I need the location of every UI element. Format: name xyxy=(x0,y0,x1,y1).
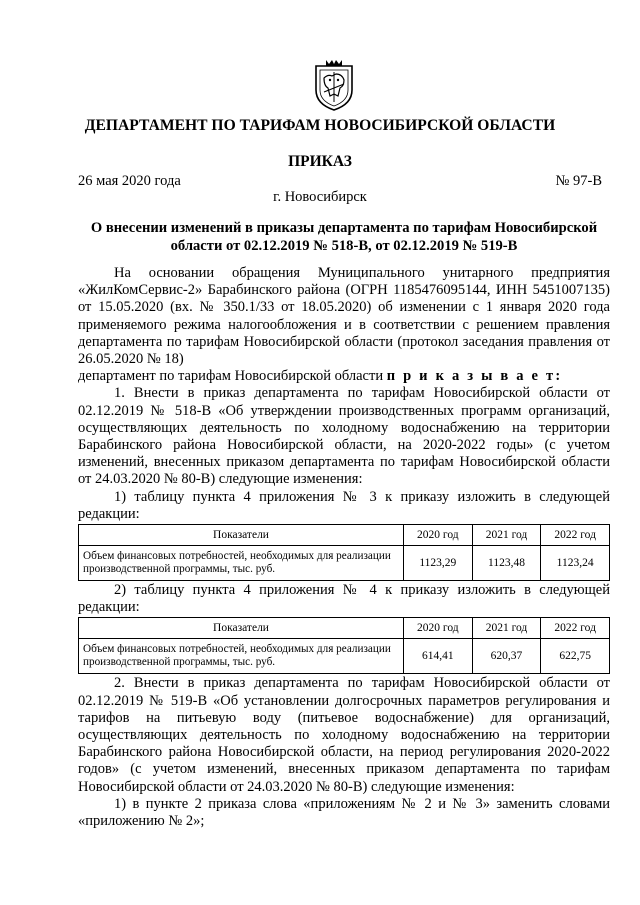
table-header-row xyxy=(79,525,610,546)
table-header-cell: Показатели xyxy=(79,618,404,639)
table-cell: 1123,29 xyxy=(404,546,473,581)
item-1-paragraph: 1. Внести в приказ департамента по тарифам Новосибирской области от 02.12.2019 № 518-В «Об утверждении производственных программ организаций, осуществляющих деятельность по холодному водоснабжению на территории Барабинского района Новосибирской области, на 2020-2022 годы» (с учетом изменений, внесенных приказом департамента по тарифам Новосибирской области от 24.03.2020 № 80-В) следующие изменения: xyxy=(78,385,610,488)
item-1-2-paragraph: 2) таблицу пункта 4 приложения № 4 к приказу изложить в следующей редакции: xyxy=(78,582,610,616)
table-row-label: Объем финансовых потребностей, необходимых для реализации производственной программы, тыс. руб. xyxy=(79,639,404,674)
table-header-cell: 2022 год xyxy=(541,525,610,546)
orders-line xyxy=(78,368,610,385)
table-header-cell: 2021 год xyxy=(472,525,541,546)
tariff-table-1 xyxy=(78,524,610,581)
tariff-table-2 xyxy=(78,617,610,674)
table-header-cell: 2022 год xyxy=(541,618,610,639)
novosibirsk-coat-of-arms-icon xyxy=(312,58,356,112)
table-cell: 620,37 xyxy=(472,639,541,674)
table-cell: 622,75 xyxy=(541,639,610,674)
document-body xyxy=(78,265,610,830)
table-cell: 1123,48 xyxy=(472,546,541,581)
table-header-cell: Показатели xyxy=(79,525,404,546)
table-header-cell: 2020 год xyxy=(404,525,473,546)
table-header-cell: 2021 год xyxy=(472,618,541,639)
document-number: № 97-В xyxy=(555,173,602,189)
item-2-1-paragraph: 1) в пункте 2 приказа слова «приложениям № 2 и № 3» заменить словами «приложению № 2»; xyxy=(78,795,610,830)
table-cell: 614,41 xyxy=(404,639,473,674)
table-row xyxy=(79,546,610,581)
table-header-cell: 2020 год xyxy=(404,618,473,639)
item-2-paragraph: 2. Внести в приказ департамента по тарифам Новосибирской области от 02.12.2019 № 519-В «Об установлении долгосрочных параметров регулирования и тарифов на питьевую воду (питьевое водоснабжение) для организаций, осуществляющих деятельность по холодному водоснабжению на территории Барабинского района Новосибирской области, на период регулирования 2020-2022 годов» (с учетом изменений, внесенных приказом департамента по тарифам Новосибирской области от 24.03.2020 № 80-В) следующие изменения: xyxy=(78,675,610,795)
item-1-1-paragraph: 1) таблицу пункта 4 приложения № 3 к приказу изложить в следующей редакции: xyxy=(78,488,610,522)
document-city: г. Новосибирск xyxy=(273,189,367,205)
table-row-label: Объем финансовых потребностей, необходимых для реализации производственной программы, тыс. руб. xyxy=(79,546,404,581)
document-date: 26 мая 2020 года xyxy=(78,173,181,189)
document-subject: О внесении изменений в приказы департамента по тарифам Новосибирской области от 02.12.2019 № 518-В, от 02.12.2019 № 519-В xyxy=(90,220,598,254)
table-row xyxy=(79,639,610,674)
document-type-title: ПРИКАЗ xyxy=(288,153,352,170)
orders-word: п р и к а з ы в а е т: xyxy=(386,368,563,385)
department-name: ДЕПАРТАМЕНТ ПО ТАРИФАМ НОВОСИБИРСКОЙ ОБЛАСТИ xyxy=(84,117,556,134)
table-cell: 1123,24 xyxy=(541,546,610,581)
intro-paragraph: На основании обращения Муниципального унитарного предприятия «ЖилКомСервис-2» Барабинского района (ОГРН 1185476095144, ИНН 5451007135) от 15.05.2020 (вх. № 350.1/33 от 18.05.2020) об изменении с 1 января 2020 года применяемого режима налогообложения и в соответствии с решением правления департамента по тарифам Новосибирской области (протокол заседания правления от 26.05.2020 № 18) xyxy=(78,265,610,368)
table-header-row xyxy=(79,618,610,639)
orders-prefix: департамент по тарифам Новосибирской области xyxy=(78,368,384,385)
